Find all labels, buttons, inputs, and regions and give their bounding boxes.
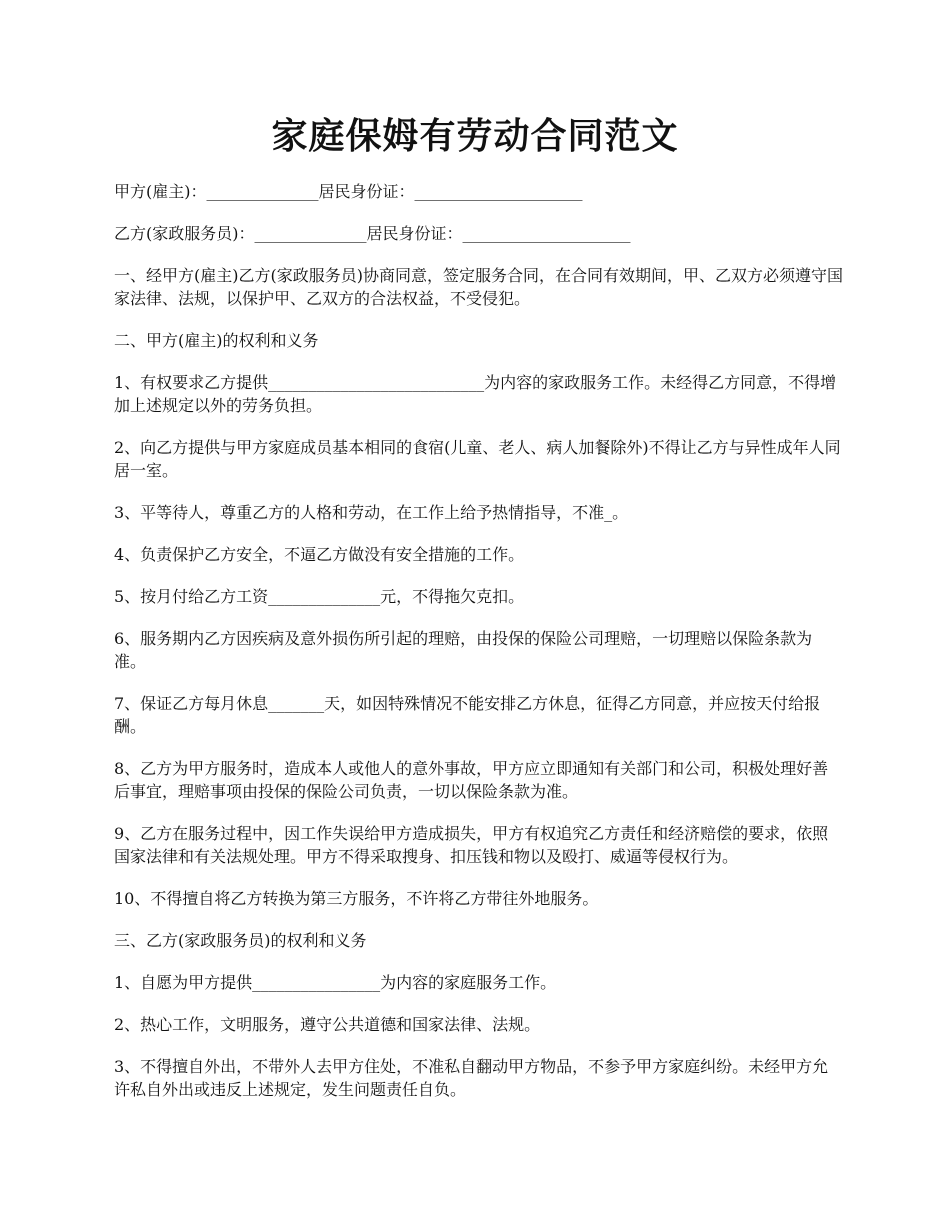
party-a-line: 甲方(雇主)：______________居民身份证：_____________________ <box>114 182 583 201</box>
party-a-item-2: 2、向乙方提供与甲方家庭成员基本相同的食宿(儿童、老人、病人加餐除外)不得让乙方与异性成年人同居一室。 <box>114 438 841 480</box>
party-b-item-1: 1、自愿为甲方提供________________为内容的家庭服务工作。 <box>114 973 557 992</box>
party-a-item-7: 7、保证乙方每月休息_______天，如因特殊情况不能安排乙方休息，征得乙方同意，并应按天付给报酬。 <box>114 694 821 736</box>
section-heading-party-b: 三、乙方(家政服务员)的权利和义务 <box>114 931 367 950</box>
document-body <box>114 180 844 1120</box>
party-a-item-4: 4、负责保护乙方安全，不逼乙方做没有安全措施的工作。 <box>114 545 525 564</box>
party-a-item-8: 8、乙方为甲方服务时，造成本人或他人的意外事故，甲方应立即通知有关部门和公司，积极处理好善后事宜，理赔事项由投保的保险公司负责，一切以保险条款为准。 <box>114 759 829 801</box>
party-a-item-10: 10、不得擅自将乙方转换为第三方服务，不许将乙方带往外地服务。 <box>114 889 599 908</box>
clause-intro: 一、经甲方(雇主)乙方(家政服务员)协商同意，签定服务合同，在合同有效期间，甲、乙双方必须遵守国家法律、法规，以保护甲、乙双方的合法权益，不受侵犯。 <box>114 266 843 308</box>
party-b-item-3: 3、不得擅自外出，不带外人去甲方住处，不准私自翻动甲方物品，不参予甲方家庭纠纷。未经甲方允许私自外出或违反上述规定，发生问题责任自负。 <box>114 1057 829 1099</box>
party-a-item-9: 9、乙方在服务过程中，因工作失误给甲方造成损失，甲方有权追究乙方责任和经济赔偿的要求，依照国家法律和有关法规处理。甲方不得采取搜身、扣压钱和物以及殴打、威逼等侵权行为。 <box>114 824 829 866</box>
section-heading-party-a: 二、甲方(雇主)的权利和义务 <box>114 331 319 350</box>
party-b-item-2: 2、热心工作，文明服务，遵守公共道德和国家法律、法规。 <box>114 1015 541 1034</box>
party-a-item-6: 6、服务期内乙方因疾病及意外损伤所引起的理赔，由投保的保险公司理赔，一切理赔以保险条款为准。 <box>114 629 813 671</box>
party-a-item-3: 3、平等待人，尊重乙方的人格和劳动，在工作上给予热情指导，不准_。 <box>114 503 629 522</box>
party-a-item-5: 5、按月付给乙方工资______________元，不得拖欠克扣。 <box>114 587 525 606</box>
party-a-item-1: 1、有权要求乙方提供___________________________为内容的家政服务工作。未经得乙方同意，不得增加上述规定以外的劳务负担。 <box>114 373 837 415</box>
party-b-line: 乙方(家政服务员)：______________居民身份证：_____________________ <box>114 224 631 243</box>
document-title: 家庭保姆有劳动合同范文 <box>271 115 679 157</box>
